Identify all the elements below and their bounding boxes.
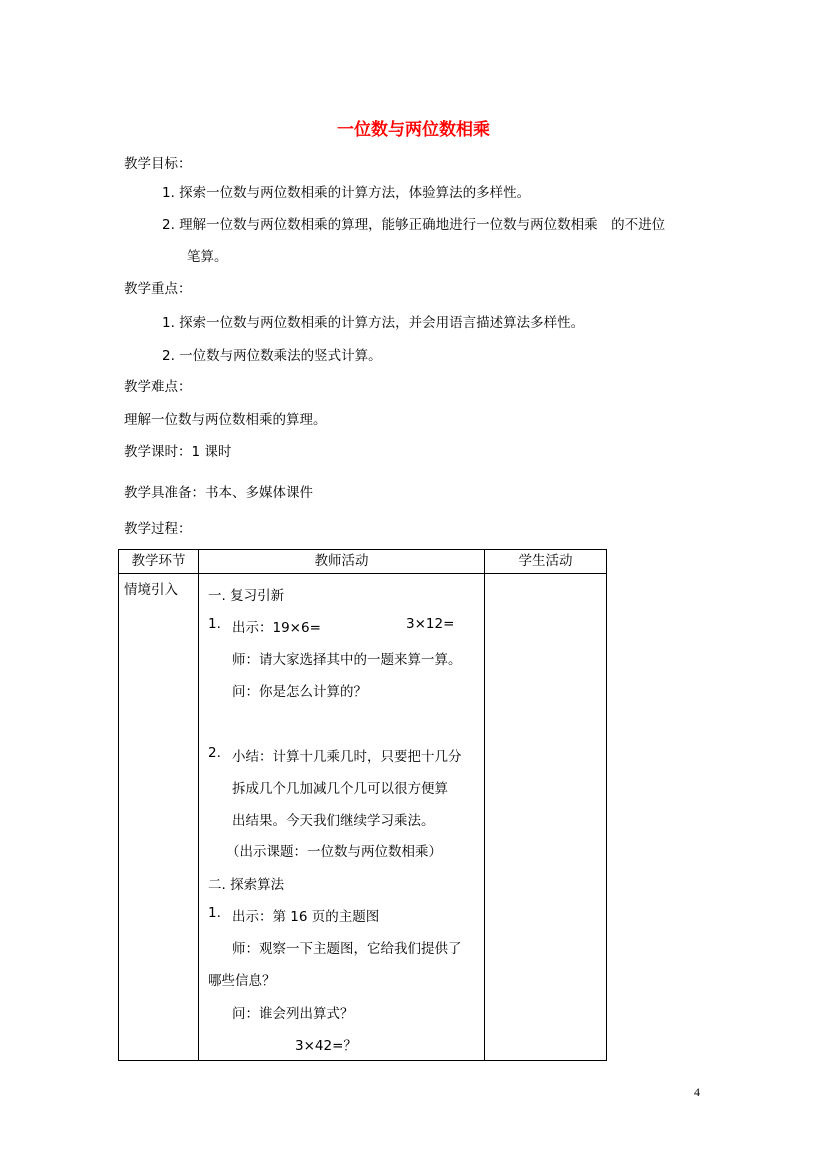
key-point-2: 2. 一位数与两位数乘法的竖式计算。: [162, 348, 382, 364]
goals-heading: 教学目标：: [124, 156, 192, 172]
difficulty-heading: 教学难点：: [124, 379, 192, 395]
materials: 教学具准备：书本、多媒体课件: [124, 485, 313, 501]
table-row: [119, 574, 607, 1061]
teacher-line: 出示：19×6=: [232, 620, 321, 636]
lesson-hours: 教学课时：1 课时: [124, 444, 232, 460]
goal-item-1: 1. 探索一位数与两位数相乘的计算方法，体验算法的多样性。: [162, 185, 531, 201]
student-cell: [485, 574, 607, 1061]
header-stage: 教学环节: [119, 550, 199, 574]
stage-label: 情境引入: [124, 582, 178, 598]
teacher-line: 1.: [208, 616, 221, 632]
teacher-line: 拆成几个几加减几个几可以很方便算: [232, 781, 448, 797]
goal-item-2: 2. 理解一位数与两位数相乘的算理，能够正确地进行一位数与两位数相乘 的不进位: [162, 217, 666, 233]
teacher-line: 二. 探索算法: [208, 877, 285, 893]
process-heading: 教学过程：: [124, 521, 192, 537]
teacher-line: 3×12=: [406, 616, 455, 632]
process-table: [118, 549, 607, 1061]
teacher-line: 一. 复习引新: [208, 588, 285, 604]
teacher-line: 2.: [208, 745, 221, 761]
teacher-line: 哪些信息？: [208, 973, 276, 989]
teacher-cell: [199, 574, 485, 1061]
stage-cell: [119, 574, 199, 1061]
header-teacher: 教师活动: [199, 550, 485, 574]
difficulty-text: 理解一位数与两位数相乘的算理。: [124, 412, 327, 428]
teacher-line: 出示：第 16 页的主题图: [232, 909, 380, 925]
key-points-heading: 教学重点：: [124, 281, 192, 297]
teacher-line: 师：请大家选择其中的一题来算一算。: [232, 652, 462, 668]
teacher-line: 出结果。今天我们继续学习乘法。: [232, 813, 435, 829]
teacher-line: 1.: [208, 905, 221, 921]
page-number: 4: [694, 1085, 700, 1099]
key-point-1: 1. 探索一位数与两位数相乘的计算方法，并会用语言描述算法多样性。: [162, 315, 585, 331]
teacher-line: （出示课题：一位数与两位数相乘）: [226, 844, 442, 860]
teacher-line: 问：谁会列出算式？: [232, 1006, 354, 1022]
teacher-line: 3×42=？: [295, 1038, 357, 1054]
teacher-line: 师：观察一下主题图，它给我们提供了: [232, 941, 462, 957]
teacher-line: 问：你是怎么计算的？: [232, 684, 367, 700]
teacher-line: 小结：计算十几乘几时，只要把十几分: [232, 749, 462, 765]
page-title: 一位数与两位数相乘: [337, 120, 490, 140]
table-header-row: [119, 550, 607, 574]
header-student: 学生活动: [485, 550, 607, 574]
goal-item-2-continued: 笔算。: [187, 249, 228, 265]
